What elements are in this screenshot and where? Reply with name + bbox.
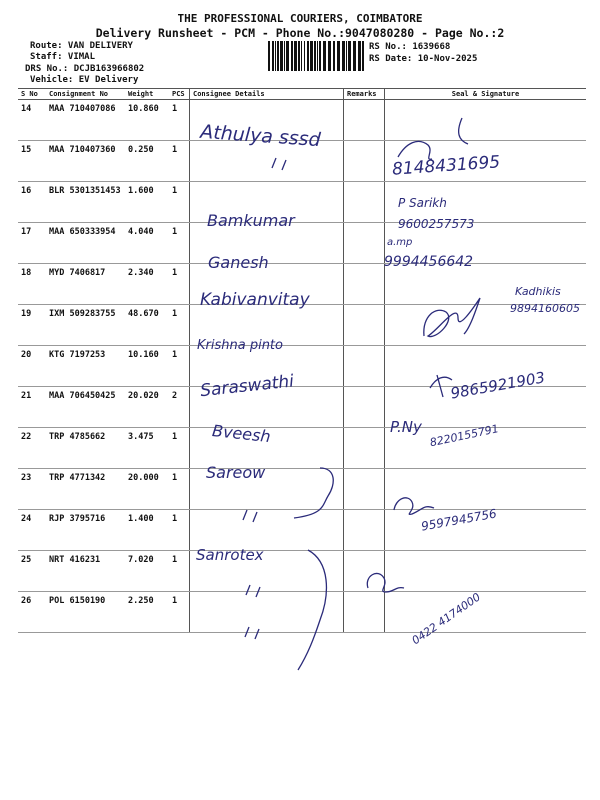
runsheet-subtitle: Delivery Runsheet - PCM - Phone No.:9047080280 - Page No.:2 [95,26,505,40]
barcode-bar [342,41,345,71]
cell-remarks [344,182,385,223]
cell-pcs [169,592,190,633]
barcode-bar [275,41,276,71]
table-row [18,223,586,264]
cell-consignee-details [190,305,344,346]
barcode [268,41,364,71]
cell-pcs-text: 1 [172,145,178,155]
cell-sno [18,469,46,510]
cell-signature [385,592,587,633]
barcode-bar [319,41,321,71]
cell-consignment-no-text: TRP 4771342 [49,473,106,483]
cell-pcs-text: 1 [172,309,178,319]
cell-pcs-text: 1 [172,186,178,196]
handwritten-consignee: Sareow [206,463,266,482]
barcode-bar [362,41,364,71]
col-header-pcs: PCS [169,89,190,100]
cell-pcs-text: 1 [172,268,178,278]
barcode-bar [348,41,351,71]
cell-weight [125,223,169,264]
barcode-bar [310,41,313,71]
barcode-bar [291,41,293,71]
cell-signature [385,428,587,469]
drs-label: DRS No.: DCJB163966802 [25,64,145,74]
table-row [18,551,586,592]
cell-consignee-details [190,551,344,592]
cell-consignment-no [46,264,125,305]
cell-signature [385,387,587,428]
runsheet-table [18,88,586,633]
col-header-consignee: Consignee Details [190,89,344,100]
cell-pcs [169,182,190,223]
barcode-bar [317,41,318,71]
cell-sno [18,182,46,223]
cell-weight [125,469,169,510]
cell-weight-text: 10.160 [128,350,159,360]
barcode-bar [328,41,331,71]
cell-pcs [169,469,190,510]
cell-sno-text: 25 [21,555,32,565]
cell-pcs-text: 1 [172,473,178,483]
cell-consignment-no-text: KTG 7197253 [49,350,106,360]
cell-consignment-no-text: IXM 509283755 [49,309,116,319]
cell-consignment-no [46,510,125,551]
table-row [18,264,586,305]
cell-consignment-no-text: MAA 650333954 [49,227,116,237]
cell-pcs [169,387,190,428]
cell-remarks [344,592,385,633]
cell-weight-text: 3.475 [128,432,154,442]
cell-consignee-details [190,428,344,469]
cell-consignment-no [46,469,125,510]
cell-sno [18,592,46,633]
table-row [18,182,586,223]
cell-weight [125,592,169,633]
cell-sno [18,387,46,428]
cell-pcs-text: 1 [172,104,178,114]
cell-consignment-no [46,141,125,182]
cell-consignment-no-text: MYD 7406817 [49,268,106,278]
cell-weight-text: 7.020 [128,555,154,565]
cell-weight [125,305,169,346]
cell-consignment-no-text: NRT 416231 [49,555,101,565]
cell-weight [125,141,169,182]
barcode-bar [353,41,356,71]
cell-pcs-text: 1 [172,350,178,360]
cell-weight [125,100,169,141]
cell-consignment-no [46,592,125,633]
cell-consignee-details [190,100,344,141]
cell-sno-text: 19 [21,309,32,319]
cell-pcs [169,305,190,346]
cell-weight [125,551,169,592]
cell-consignment-no-text: RJP 3795716 [49,514,106,524]
cell-weight-text: 4.040 [128,227,154,237]
cell-remarks [344,100,385,141]
handwritten-phone: 9994456642 [384,254,474,270]
cell-sno-text: 20 [21,350,32,360]
cell-consignment-no [46,100,125,141]
table-row [18,592,586,633]
staff-label: Staff: VIMAL [30,52,96,62]
barcode-bar [314,41,316,71]
cell-weight-text: 0.250 [128,145,154,155]
table-row [18,100,586,141]
cell-sno [18,141,46,182]
cell-sno-text: 17 [21,227,32,237]
cell-signature [385,510,587,551]
cell-weight-text: 2.340 [128,268,154,278]
cell-sno-text: 14 [21,104,32,114]
cell-sno-text: 26 [21,596,32,606]
cell-signature [385,469,587,510]
cell-signature [385,264,587,305]
cell-consignee-details [190,223,344,264]
cell-pcs-text: 1 [172,596,178,606]
vehicle-label: Vehicle: EV Delivery [30,75,139,85]
barcode-bar [284,41,285,71]
barcode-bar [358,41,361,71]
cell-sno [18,264,46,305]
cell-remarks [344,223,385,264]
barcode-bar [277,41,279,71]
table-header-row [18,89,586,100]
table-row [18,469,586,510]
cell-weight-text: 10.860 [128,104,159,114]
cell-consignee-details [190,264,344,305]
cell-sno [18,305,46,346]
handwritten-consignee: Kabivanvitay [200,290,310,310]
cell-sno-text: 23 [21,473,32,483]
handwritten-signature: P.Ny [390,418,422,436]
handwritten-signature: P Sarikh [398,196,447,210]
cell-consignee-details [190,182,344,223]
cell-remarks [344,305,385,346]
cell-pcs [169,428,190,469]
cell-sno-text: 15 [21,145,32,155]
rs-no-label: RS No.: 1639668 [369,42,451,52]
cell-sno [18,551,46,592]
table-row [18,346,586,387]
handwritten-consignee: Krishna pinto [197,338,283,353]
cell-sno-text: 24 [21,514,32,524]
cell-weight [125,428,169,469]
cell-remarks [344,469,385,510]
cell-remarks [344,428,385,469]
cell-pcs [169,223,190,264]
cell-signature [385,223,587,264]
cell-sno [18,510,46,551]
handwritten-consignee: Athulya sssd [199,120,322,152]
cell-sno [18,100,46,141]
table-row [18,387,586,428]
cell-weight-text: 1.600 [128,186,154,196]
cell-pcs-text: 1 [172,555,178,565]
cell-remarks [344,141,385,182]
cell-consignment-no [46,305,125,346]
cell-sno [18,223,46,264]
barcode-bar [268,41,270,71]
col-header-signature: Seal & Signature [385,89,587,100]
cell-pcs-text: 1 [172,432,178,442]
cell-signature [385,305,587,346]
handwritten-phone: 9600257573 [398,217,475,231]
cell-consignment-no [46,182,125,223]
cell-consignment-no-text: BLR 5301351453 [49,186,121,196]
cell-weight-text: 2.250 [128,596,154,606]
handwritten-consignee: Sanrotex [196,546,264,564]
cell-pcs [169,264,190,305]
col-header-sno: S No [18,89,46,100]
cell-consignment-no-text: POL 6150190 [49,596,106,606]
cell-consignee-details [190,592,344,633]
cell-weight-text: 1.400 [128,514,154,524]
handwritten-consignee: Bveesh [211,421,272,447]
cell-signature [385,141,587,182]
cell-consignment-no-text: MAA 710407086 [49,104,116,114]
col-header-remarks: Remarks [344,89,385,100]
cell-weight [125,264,169,305]
cell-pcs [169,141,190,182]
cell-consignee-details [190,141,344,182]
cell-consignment-no-text: TRP 4785662 [49,432,106,442]
col-header-consignment: Consignment No [46,89,125,100]
handwritten-signature: a.mp [387,237,413,248]
cell-weight [125,182,169,223]
table-row [18,305,586,346]
barcode-bar [304,41,305,71]
handwritten-phone: 9865921903 [449,368,547,403]
cell-remarks [344,551,385,592]
cell-consignment-no [46,223,125,264]
handwritten-consignee: Ganesh [208,253,269,272]
rs-date-label: RS Date: 10-Nov-2025 [369,54,478,64]
cell-consignee-details [190,510,344,551]
cell-sno-text: 21 [21,391,32,401]
barcode-bar [307,41,309,71]
cell-consignment-no [46,551,125,592]
cell-weight [125,387,169,428]
handwritten-consignee: Bamkumar [207,211,295,230]
cell-sno-text: 18 [21,268,32,278]
table-row [18,510,586,551]
cell-weight [125,510,169,551]
handwritten-phone: 0422 4174000 [409,590,483,648]
cell-sno [18,428,46,469]
cell-signature [385,551,587,592]
barcode-bar [272,41,274,71]
handwritten-consignee: Saraswathi [199,371,295,402]
cell-consignee-details [190,387,344,428]
cell-weight-text: 20.000 [128,473,159,483]
cell-consignment-no [46,346,125,387]
handwritten-phone: 8220155791 [428,422,500,450]
cell-consignment-no [46,387,125,428]
barcode-bar [298,41,300,71]
cell-weight-text: 48.670 [128,309,159,319]
handwritten-phone: 9894160605 [510,302,580,315]
cell-weight-text: 20.020 [128,391,159,401]
handwritten-phone: 8148431695 [391,152,501,180]
cell-pcs [169,510,190,551]
cell-pcs [169,100,190,141]
cell-pcs-text: 2 [172,391,178,401]
table-row [18,428,586,469]
cell-remarks [344,510,385,551]
cell-signature [385,346,587,387]
cell-pcs-text: 1 [172,514,178,524]
barcode-bar [301,41,302,71]
table-row [18,141,586,182]
cell-pcs [169,551,190,592]
cell-remarks [344,346,385,387]
company-title: THE PROFESSIONAL COURIERS, COIMBATORE [177,12,423,25]
cell-signature [385,182,587,223]
cell-consignment-no [46,428,125,469]
barcode-bar [286,41,289,71]
cell-remarks [344,387,385,428]
cell-sno [18,346,46,387]
handwritten-phone: 9597945756 [420,506,498,534]
cell-pcs [169,346,190,387]
cell-remarks [344,264,385,305]
barcode-bar [280,41,283,71]
cell-consignee-details [190,469,344,510]
cell-sno-text: 16 [21,186,32,196]
cell-signature [385,100,587,141]
cell-pcs-text: 1 [172,227,178,237]
barcode-bar [337,41,340,71]
cell-weight [125,346,169,387]
barcode-bar [323,41,326,71]
cell-consignment-no-text: MAA 706450425 [49,391,116,401]
cell-consignee-details [190,346,344,387]
barcode-bar [333,41,335,71]
cell-consignment-no-text: MAA 710407360 [49,145,116,155]
cell-sno-text: 22 [21,432,32,442]
route-label: Route: VAN DELIVERY [30,41,133,51]
barcode-bar [346,41,347,71]
handwritten-signature: Kadhikis [515,285,561,298]
col-header-weight: Weight [125,89,169,100]
barcode-bar [294,41,297,71]
